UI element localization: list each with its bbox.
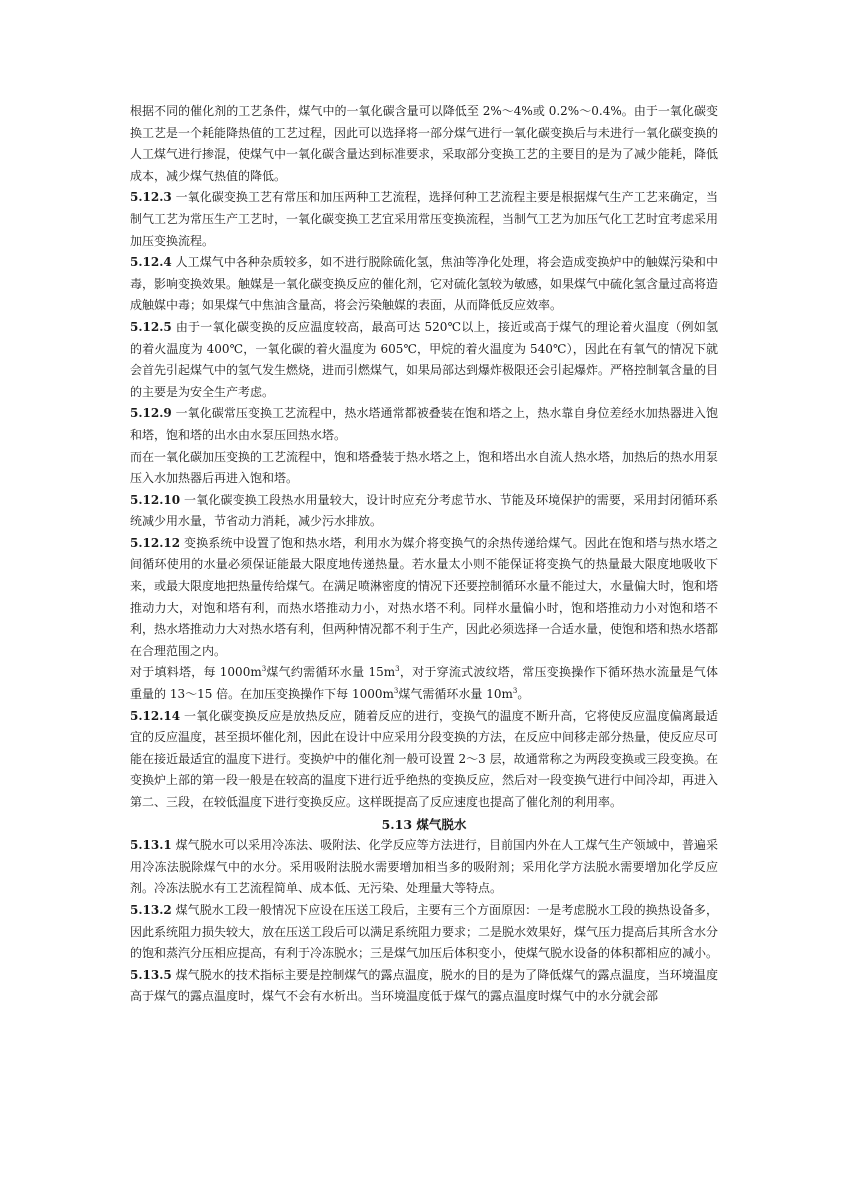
clause-text: 一氧化碳变换工段热水用量较大，设计时应充分考虑节水、节能及环境保护的需要，采用封闭循环系统减少用水量，节省动力消耗，减少污水排放。 — [130, 492, 718, 529]
clause-number: 5.12.10 — [130, 492, 181, 507]
clause-paragraph — [130, 533, 718, 663]
clause-paragraph — [130, 187, 718, 252]
clause-paragraph — [130, 965, 718, 1008]
clause-number: 5.12.12 — [130, 535, 181, 550]
clause-paragraph — [130, 900, 718, 965]
clause-paragraph — [130, 403, 718, 446]
clause-text: 根据不同的催化剂的工艺条件，煤气中的一氧化碳含量可以降低至 2%～4%或 0.2%～0.4%。由于一氧化碳变换工艺是一个耗能降热值的工艺过程，因此可以选择将一部分煤气进行一氧化碳变换后与未进行一氧化碳变换的人工煤气进行掺混，使煤气中一氧化碳含量达到标准要求，采取部分变换工艺的主要目的是为了减少能耗，降低成本，减少煤气热值的降低。 — [130, 104, 719, 183]
clause-text: 煤气脱水可以采用冷冻法、吸附法、化学反应等方法进行，目前国内外在人工煤气生产领域中，普遍采用冷冻法脱除煤气中的水分。采用吸附法脱水需要增加相当多的吸附剂；采用化学方法脱水需要增加化学反应剂。冷冻法脱水有工艺流程简单、成本低、无污染、处理量大等特点。 — [130, 838, 718, 896]
body-text-block-2 — [130, 706, 718, 814]
clause-paragraph — [130, 252, 718, 317]
clause-number: 5.12.4 — [130, 255, 172, 270]
clause-text: 变换系统中设置了饱和热水塔，利用水为媒介将变换气的余热传递给煤气。因此在饱和塔与热水塔之间循环使用的水量必须保证能最大限度地传递热量。若水量太小则不能保证将变换气的热量最大限度地吸收下来，或最大限度地把热量传给煤气。在满足喷淋密度的情况下还要控制循环水量不能过大，水量偏大时，饱和塔推动力大，对饱和塔有利，而热水塔推动力小，对热水塔不利。同样水量偏小时，饱和塔推动力小对饱和塔不利，热水塔推动力大对热水塔有利，但两种情况都不利于生产，因此必须选择一合适水量，使饱和塔和热水塔都在合理范围之内。 — [130, 535, 719, 658]
clause-text: 人工煤气中各种杂质较多，如不进行脱除硫化氢，焦油等净化处理，将会造成变换炉中的触媒污染和中毒，影响变换效果。触媒是一氧化碳变换反应的催化剂，它对硫化氢较为敏感，如果煤气中硫化氢含量过高将造成触媒中毒；如果煤气中焦油含量高，将会污染触媒的表面，从而降低反应效率。 — [130, 255, 719, 313]
tower-text-b: 煤气约需循环水量 15m — [266, 665, 396, 680]
clause-paragraph — [130, 490, 718, 533]
superscript-3: 3 — [393, 687, 399, 696]
clause-number: 5.12.5 — [130, 319, 172, 334]
tower-text-c: ，对于穿流式波纹塔，常压变换操作下循环热水流量是气体重量的 13～15 倍。在加压变换操作下每 1000m — [130, 665, 719, 702]
clause-paragraph — [130, 447, 718, 490]
section-heading: 5.13 煤气脱水 — [381, 816, 467, 832]
body-text-block-3 — [130, 835, 718, 1008]
clause-number: 5.13.2 — [130, 902, 172, 917]
clause-number: 5.12.3 — [130, 190, 172, 205]
tower-text-a: 对于填料塔，每 1000m — [130, 665, 262, 680]
clause-number: 5.12.14 — [130, 708, 181, 723]
clause-text: 由于一氧化碳变换的反应温度较高，最高可达 520℃以上，接近或高于煤气的理论着火温度（例如氢的着火温度为 400℃，一氧化碳的着火温度为 605℃，甲烷的着火温度为 540℃），因此在有氧气的情况下就会首先引起煤气中的氢气发生燃烧，进而引燃煤气，如果局部达到爆炸极限还会引起爆炸。严格控制氧含量的目的主要是为安全生产考虑。 — [130, 319, 719, 399]
clause-text: 一氧化碳变换工艺有常压和加压两种工艺流程，选择何种工艺流程主要是根据煤气生产工艺来确定，当制气工艺为常压生产工艺时，一氧化碳变换工艺宜采用常压变换流程，当制气工艺为加压气化工艺时宜考虑采用加压变换流程。 — [130, 190, 719, 248]
superscript-3: 3 — [261, 665, 267, 674]
clause-text: 煤气脱水的技术指标主要是控制煤气的露点温度，脱水的目的是为了降低煤气的露点温度，当环境温度高于煤气的露点温度时，煤气不会有水析出。当环境温度低于煤气的露点温度时煤气中的水分就会部 — [130, 967, 718, 1004]
superscript-3: 3 — [395, 665, 400, 674]
body-text-block-1 — [130, 101, 718, 662]
clause-number: 5.12.9 — [130, 406, 172, 421]
clause-paragraph — [130, 835, 718, 900]
tower-text-d: 煤气需循环水量 10m — [398, 687, 513, 702]
clause-number: 5.13.1 — [130, 838, 172, 853]
clause-paragraph — [130, 706, 718, 814]
clause-text: 煤气脱水工段一般情况下应设在压送工段后，主要有三个方面原因：一是考虑脱水工段的换热设备多，因此系统阻力损失较大，放在压送工段后可以满足系统阻力要求；二是脱水效果好，煤气压力提高后其所含水分的饱和蒸汽分压相应提高，有利于冷冻脱水；三是煤气加压后体积变小，使煤气脱水设备的体积都相应的减小。 — [130, 902, 719, 961]
clause-paragraph — [130, 101, 718, 187]
clause-text: 一氧化碳常压变换工艺流程中，热水塔通常都被叠装在饱和塔之上，热水靠自身位差经水加热器进入饱和塔，饱和塔的出水由水泵压回热水塔。 — [130, 406, 718, 442]
clause-text: 一氧化碳变换反应是放热反应，随着反应的进行，变换气的温度不断升高，它将使反应温度偏离最适宜的反应温度，甚至损坏催化剂，因此在设计中应采用分段变换的方法，在反应中间移走部分热量，使反应尽可能在接近最适宜的温度下进行。变换炉中的催化剂一般可设置 2～3 层，故通常称之为两段变换或三段变换。在变换炉上部的第一段一般是在较高的温度下进行近乎绝热的变换反应，然后对一段变换气进行中间冷却，再进入第二、三段，在较低温度下进行变换反应。这样既提高了反应速度也提高了催化剂的利用率。 — [130, 708, 719, 809]
tower-text-e: 。 — [517, 687, 530, 702]
superscript-3: 3 — [512, 687, 518, 696]
clause-number: 5.13.5 — [130, 967, 172, 982]
tower-water-paragraph — [130, 662, 718, 705]
clause-text: 而在一氧化碳加压变换的工艺流程中，饱和塔叠装于热水塔之上，饱和塔出水自流人热水塔，加热后的热水用泵压入水加热器后再进入饱和塔。 — [130, 449, 719, 486]
clause-paragraph — [130, 317, 718, 403]
